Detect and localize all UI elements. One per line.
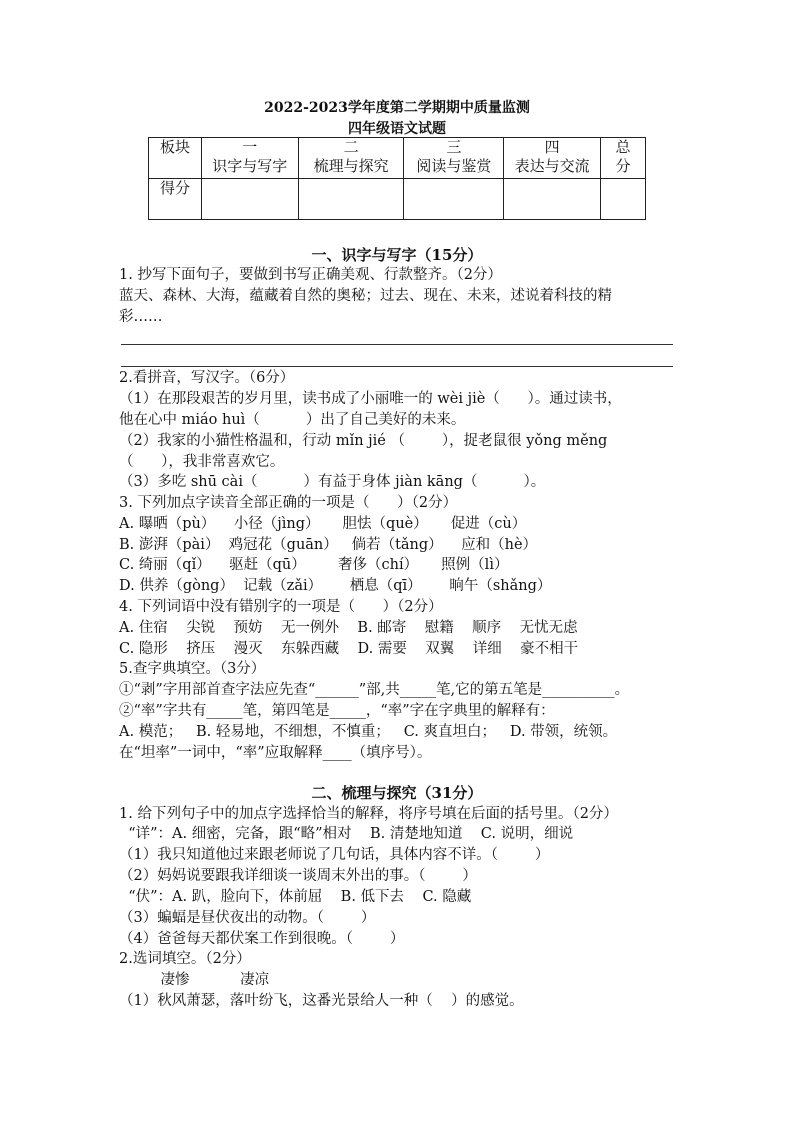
exam-title: 2022-2023学年度第二学期期中质量监测 — [264, 100, 530, 116]
score-table-score-row — [149, 179, 646, 220]
col-num: 一 — [242, 138, 258, 156]
score-table — [148, 137, 646, 220]
score-table-col1 — [201, 138, 298, 179]
score-cell[interactable] — [404, 179, 504, 220]
col-name: 表达与交流 — [514, 157, 590, 175]
section2-title: 二、梳理与探究（31分） — [311, 784, 483, 802]
col-num: 四 — [544, 138, 560, 156]
q4-option: C. 隐形 挤压 漫灭 东躲西藏 D. 需要 双翼 详细 豪不相干 — [119, 641, 579, 657]
score-row-label: 得分 — [149, 179, 202, 220]
score-table-col2 — [298, 138, 404, 179]
score-cell[interactable] — [504, 179, 601, 220]
score-table-col4 — [504, 138, 601, 179]
s2-line: （1）秋风萧瑟，落叶纷飞，这番光景给人一种（ ）的感觉。 — [119, 993, 524, 1009]
score-table-total — [601, 138, 646, 179]
q4-line: 4. 下列词语中没有错别字的一项是（ ）（2分） — [119, 599, 443, 615]
q2-line: （1）在那段艰苦的岁月里，读书成了小丽唯一的 wèi jiè（ ）。通过读书， — [119, 391, 622, 407]
s2-line: 1. 给下列句子中的加点字选择恰当的解释，将序号填在后面的括号里。（2分） — [119, 806, 618, 822]
q3-line: 3. 下列加点字读音全部正确的一项是（ ）（2分） — [119, 495, 458, 511]
s2-line: （3）蝙蝠是昼伏夜出的动物。（ ） — [119, 910, 376, 926]
score-cell[interactable] — [601, 179, 646, 220]
q3-option: A. 曝晒（pù） 小径（jìng） 胆怯（què） 促进（cù） — [119, 516, 527, 532]
s1-line: 1. 抄写下面句子，要做到书写正确美观、行款整齐。（2分） — [119, 267, 502, 283]
score-table-header-row — [149, 138, 646, 179]
col-name: 梳理与探究 — [313, 157, 389, 175]
s2-line: （2）妈妈说要跟我详细谈一谈周末外出的事。（ ） — [119, 868, 477, 884]
s2-line: “伏”：A. 趴，脸向下，体前屈 B. 低下去 C. 隐藏 — [119, 889, 472, 905]
q3-option: D. 供养（gòng） 记载（zǎi） 栖息（qī） 晌午（shǎng） — [119, 578, 552, 594]
col-name: 识字与写字 — [212, 157, 288, 175]
q2-line: 他在心中 miáo huì（ ）出了自己美好的未来。 — [119, 412, 466, 428]
q2-line: （ ），我非常喜欢它。 — [119, 454, 285, 470]
writing-line[interactable] — [121, 344, 673, 345]
q2-line: （3）多吃 shū cài（ ）有益于身体 jiàn kāng（ ）。 — [119, 474, 546, 490]
s1-line: 蓝天、森林、大海，蕴藏着自然的奥秘；过去、现在、未来，述说着科技的精 — [119, 288, 612, 304]
s2-line: “详”：A. 细密，完备，跟“略”相对 B. 清楚地知道 C. 说明，细说 — [119, 826, 574, 842]
s2-line: （4）爸爸每天都伏案工作到很晚。（ ） — [119, 931, 405, 947]
s2-word-choices: 凄惨 凄凉 — [119, 972, 270, 988]
q3-option: B. 澎湃（pài） 鸡冠花（guān） 倘若（tǎng） 应和（hè） — [119, 537, 538, 553]
q5-line: ①“剥”字用部首查字法应先查“______”部,共_____笔,它的第五笔是__________。 — [119, 682, 630, 698]
section1-title: 一、识字与写字（15分） — [311, 246, 483, 264]
q2-line: 2.看拼音，写汉字。（6分） — [119, 370, 295, 386]
total-1: 总 — [615, 138, 631, 156]
col-num: 三 — [446, 138, 462, 156]
s1-line: 彩…… — [119, 309, 163, 325]
total-2: 分 — [615, 157, 631, 175]
score-cell[interactable] — [298, 179, 404, 220]
q2-line: （2）我家的小猫性格温和，行动 mǐn jié （ ），捉老鼠很 yǒng měng — [119, 433, 608, 449]
exam-subtitle: 四年级语文试题 — [348, 121, 446, 137]
score-table-col0: 板块 — [149, 138, 202, 179]
q5-line: 在“坦率”一词中，“率”应取解释____（填序号）。 — [119, 745, 432, 761]
q5-line: 5.查字典填空。（3分） — [119, 661, 266, 677]
col-num: 二 — [343, 138, 359, 156]
s2-line: 2.选词填空。（2分） — [119, 951, 251, 967]
col-name: 阅读与鉴赏 — [416, 157, 492, 175]
q4-option: A. 住宿 尖锐 预妨 无一例外 B. 邮寄 慰籍 顺序 无忧无虑 — [119, 620, 578, 636]
score-cell[interactable] — [201, 179, 298, 220]
s2-line: （1）我只知道他过来跟老师说了几句话，具体内容不详。（ ） — [119, 847, 550, 863]
q5-line: ②“率”字共有_____笔，第四笔是_____，“率”字在字典里的解释有： — [119, 703, 555, 719]
q5-line: A. 模范； B. 轻易地，不细想，不慎重； C. 爽直坦白； D. 带领，统领。 — [119, 724, 618, 740]
score-table-col3 — [404, 138, 504, 179]
writing-line[interactable] — [121, 366, 673, 367]
q3-option: C. 绮丽（qǐ） 驱赶（qū） 奢侈（chí） 照例（lì） — [119, 557, 509, 573]
